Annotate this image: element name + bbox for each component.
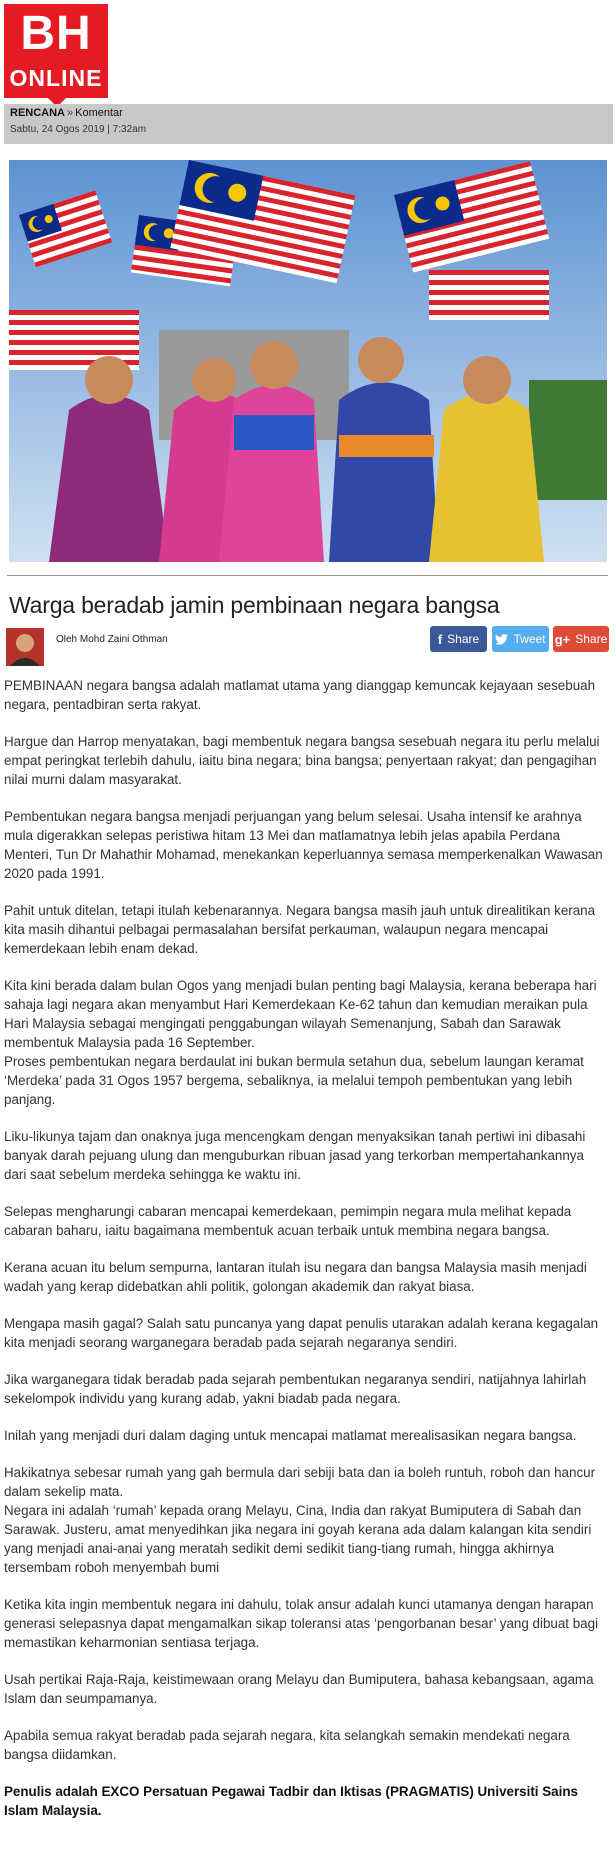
article-paragraph: PEMBINAAN negara bangsa adalah matlamat utama yang dianggap kemuncak kejayaan sesebuah negara, pentadbiran serta rakyat. (4, 678, 596, 712)
googleplus-share-label: Share (575, 632, 608, 646)
article-paragraph: Proses pembentukan negara berdaulat ini bukan bermula setahun dua, sebelum laungan keramat ‘Merdeka’ pada 31 Ogos 1957 bergema, sebaliknya, ia melalui tempoh pembentukan yang lebih panjang. (4, 1054, 584, 1107)
article-paragraph: Kita kini berada dalam bulan Ogos yang menjadi bulan penting bagi Malaysia, kerana beberapa hari sahaja lagi negara akan menyambut Hari Kemerdekaan Ke-62 tahun dan kemudian meraikan pula Hari Malaysia sebagai mengingati penggabungan wilayah Semenanjung, Sabah dan Sarawak membentuk Malaysia pada 16 September. (4, 978, 597, 1050)
article-paragraph: Hargue dan Harrop menyatakan, bagi membentuk negara bangsa sesebuah negara itu perlu melalui empat peringkat terlebih dahulu, iaitu bina negara; bina bangsa; penyertaan rakyat; dan pengagihan nilai murni dalam masyarakat. (4, 734, 600, 787)
article-body (4, 676, 606, 1820)
article-paragraph: Apabila semua rakyat beradab pada sejarah negara, kita selangkah semakin mendekati negara bangsa diidamkan. (4, 1728, 570, 1762)
logo-text-online: ONLINE (9, 65, 103, 91)
googleplus-share-button[interactable] (553, 626, 609, 652)
article-paragraph: Pahit untuk ditelan, tetapi itulah kebenarannya. Negara bangsa masih jauh untuk direalitikan kerana kita masih dihantui pelbagai permasalahan bersifat perkauman, walaupun negara mencapai kemerdekaan lebih enam dekad. (4, 903, 596, 956)
author-portrait-icon (6, 628, 44, 666)
author-avatar (6, 628, 44, 666)
publish-date: Sabtu, 24 Ogos 2019 | 7:32am (10, 124, 147, 135)
breadcrumb (10, 107, 123, 119)
facebook-share-label: Share (447, 632, 480, 646)
flag-celebration-illustration (9, 160, 607, 562)
breadcrumb-separator: » (67, 107, 74, 119)
article-paragraph: Hakikatnya sebesar rumah yang gah bermula dari sebiji bata dan ia boleh runtuh, roboh dan hancur dalam sekelip mata. (4, 1465, 596, 1499)
article-paragraph: Mengapa masih gagal? Salah satu puncanya yang dapat penulis utarakan adalah kerana kegagalan kita menjadi seorang warganegara beradab pada sejarah negaranya sendiri. (4, 1316, 599, 1350)
breadcrumb-section-link[interactable]: RENCANA (10, 107, 65, 119)
article-paragraph: Usah pertikai Raja-Raja, keistimewaan orang Melayu dan Bumiputera, bahasa kebangsaan, agama Islam dan seumpamanya. (4, 1672, 594, 1706)
article-paragraph: Ketika kita ingin membentuk negara ini dahulu, tolak ansur adalah kunci utamanya dengan harapan generasi selepasnya dapat mengamalkan sikap toleransi atas ‘pengorbanan besar’ yang dibuat bagi memastikan keharmonian sentiasa terjaga. (4, 1597, 599, 1650)
facebook-icon: f (437, 631, 443, 647)
article-paragraph: Inilah yang menjadi duri dalam daging untuk mencapai matlamat merealisasikan negara bangsa. (4, 1428, 577, 1443)
title-divider (7, 575, 608, 576)
article-paragraph: Selepas mengharungi cabaran mencapai kemerdekaan, pemimpin negara mula melihat kepada cabaran baharu, iaitu bagaimana membentuk acuan terbaik untuk membina negara bangsa. (4, 1204, 572, 1238)
breadcrumb-bar (4, 104, 613, 144)
logo-text-bh: BH (20, 7, 92, 60)
article-paragraph: Kerana acuan itu belum sempurna, lantaran itulah isu negara dan bangsa Malaysia masih menjadi wadah yang kerap didebatkan ahli politik, golongan akademik dan rakyat biasa. (4, 1260, 587, 1294)
article-paragraph: Pembentukan negara bangsa menjadi perjuangan yang belum selesai. Usaha intensif ke arahnya mula digerakkan selepas peristiwa hitam 13 Mei dan matlamatnya lebih jelas apabila Perdana Menteri, Tun Dr Mahathir Mohamad, menekankan keperluannya semasa memperkenalkan Wawasan 2020 pada 1991. (4, 809, 603, 881)
twitter-tweet-button[interactable] (492, 626, 549, 652)
article-paragraph: Negara ini adalah ‘rumah’ kepada orang Melayu, Cina, India dan rakyat Bumiputera di Sabah dan Sarawak. Justeru, amat menyedihkan jika negara ini goyah kerana ada dalam kalangan kita sendiri yang menjadi anai-anai yang meratah sedikit demi sedikit tiang-tiang rumah, hingga akhirnya tersembam roboh menyembah bumi (4, 1503, 592, 1575)
breadcrumb-subsection-link[interactable]: Komentar (75, 107, 123, 119)
bh-online-logo[interactable] (4, 4, 108, 98)
article-title: Warga beradab jamin pembinaan negara bangsa (9, 592, 500, 618)
article-byline: Oleh Mohd Zaini Othman (56, 634, 168, 645)
hero-image (9, 160, 607, 562)
twitter-bird-icon (495, 634, 508, 645)
article-paragraph: Liku-likunya tajam dan onaknya juga mencengkam dengan menyaksikan tanah pertiwi ini dibasahi banyak darah pejuang ulung dan menguburkan ribuan jasad yang terkorban mempertahankannya dari saat sebelum merdeka sehingga ke waktu ini. (4, 1129, 586, 1182)
author-note: Penulis adalah EXCO Persatuan Pegawai Tadbir dan Iktisas (PRAGMATIS) Universiti Sains Islam Malaysia. (4, 1784, 578, 1818)
article-paragraph: Jika warganegara tidak beradab pada sejarah pembentukan negaranya sendiri, natijahnya lahirlah sekelompok individu yang kurang adab, yakni biadab pada negara. (4, 1372, 587, 1406)
twitter-tweet-label: Tweet (513, 632, 546, 646)
googleplus-icon: g+ (554, 631, 571, 647)
facebook-share-button[interactable] (430, 626, 487, 652)
